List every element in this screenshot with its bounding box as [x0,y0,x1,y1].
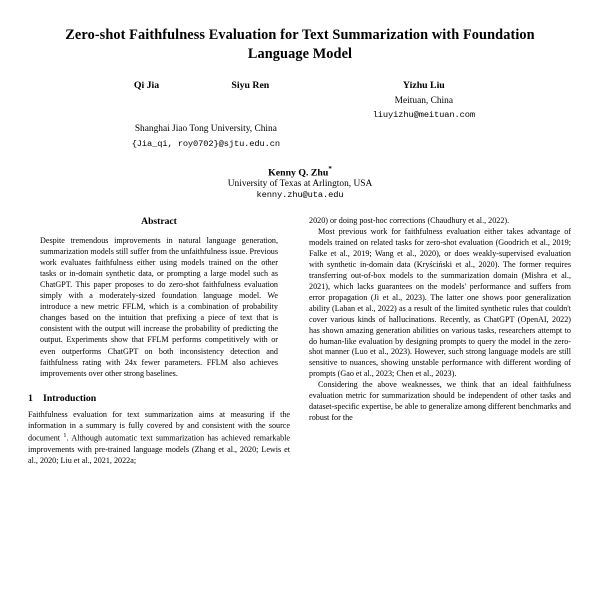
abstract-heading: Abstract [141,215,177,227]
author-3 [350,79,498,123]
author-block [62,79,538,151]
corresponding-author-star: * [328,164,332,173]
left-column [28,216,290,467]
corresponding-author-affiliation: University of Texas at Arlington, USA [227,178,373,189]
author-1 [102,79,191,94]
section-heading-introduction [28,392,290,405]
right-paragraph-3: Considering the above weaknesses, we think that an ideal faithfulness evaluation metric for summarization should be independent of other tasks and dataset-specific expertise, be able to generalize among different benchmarks and robust for the [309,380,571,423]
intro-paragraph-1: Faithfulness evaluation for text summarization aims at measuring if the information in a summary is fully covered by and consistent with the source document $^1$. Although automatic text summarization has achieved remarkable improvements with pre-trained language models (Zhang et al., 2020; Lewis et al., 2020; Liu et al., 2021, 2022a; [28,409,290,465]
shared-affiliation-row [102,122,498,150]
corresponding-author-block [62,165,538,200]
corresponding-author-email[interactable]: kenny.zhu@uta.edu [256,189,344,200]
right-column [309,216,571,467]
author-2 [191,79,310,94]
author-email[interactable]: liuyizhu@meituan.com [372,110,475,121]
abstract-body: Despite tremendous improvements in natural language generation, summarization models still suffer from the unfaithfulness issue. Previous work evaluates faithfulness either using models trained on the other tasks or in-domain synthetic data, or prompting a large model such as ChatGPT. This paper proposes to do zero-shot faithfulness evaluation simply with a moderately-sized foundation language model. We introduce a new metric FFLM, which is a combination of probability changes based on the intuition that prefixing a piece of text that is consistent with the output will increase the probability of predicting the output. Experiments show that FFLM performs competitively with or even outperforms ChatGPT on both inconsistency detection and faithfulness rating with 24x fewer parameters. FFLM also achieves improvements over other strong baselines. [40,235,278,378]
author-row-1 [102,79,498,123]
section-title: Introduction [43,392,97,404]
author-name: Siyu Ren [231,79,270,91]
page-title: Zero-shot Faithfulness Evaluation for Text Summarization with Foundation Language Model [65,27,535,63]
corresponding-author-name-text: Kenny Q. Zhu [268,166,329,178]
shared-affiliation-block [102,122,310,150]
right-paragraph-2: Most previous work for faithfulness evaluation either takes advantage of models trained on related tasks for zero-shot evaluation (Goodrich et al., 2019; Falke et al., 2019; Wang et al., 2020), or does weakly-supervised evaluation with synthetic in-domain data (Kryściński et al., 2020). The former requires transferring out-of-box models to the summarization domain (Mishra et al., 2021), which lacks guarantees on the models' performance and suffers from error propagation (Ji et al., 2023). The latter one shows poor generalization ability (Laban et al., 2022) as a result of the limited synthetic rules that couldn't cover various kinds of hallucinations. Recently, as ChatGPT (OpenAI, 2022) has shown amazing generation abilities on various tasks, researchers attempt to do human-like evaluation by designing prompts to query the model in the zero-shot manner (Luo et al., 2023). However, such strong language models are still sensitive to nuances, showing unstable performance with different wording of prompts (Gao et al., 2023; Chen et al., 2023). [309,226,571,379]
section-number: 1 [28,392,33,404]
body-columns [0,216,600,467]
right-paragraph-1: 2020) or doing post-hoc corrections (Chaudhury et al., 2022). [309,215,510,225]
author-affiliation: Meituan, China [394,96,453,107]
footnote-marker: 1 [63,431,67,439]
shared-email[interactable]: {Jia_qi, roy0702}@sjtu.edu.cn [131,138,280,149]
shared-affiliation: Shanghai Jiao Tong University, China [134,124,277,135]
author-name: Yizhu Liu [402,79,445,91]
corresponding-author-name [62,165,538,178]
author-name: Qi Jia [133,79,160,91]
title-block [0,0,600,200]
